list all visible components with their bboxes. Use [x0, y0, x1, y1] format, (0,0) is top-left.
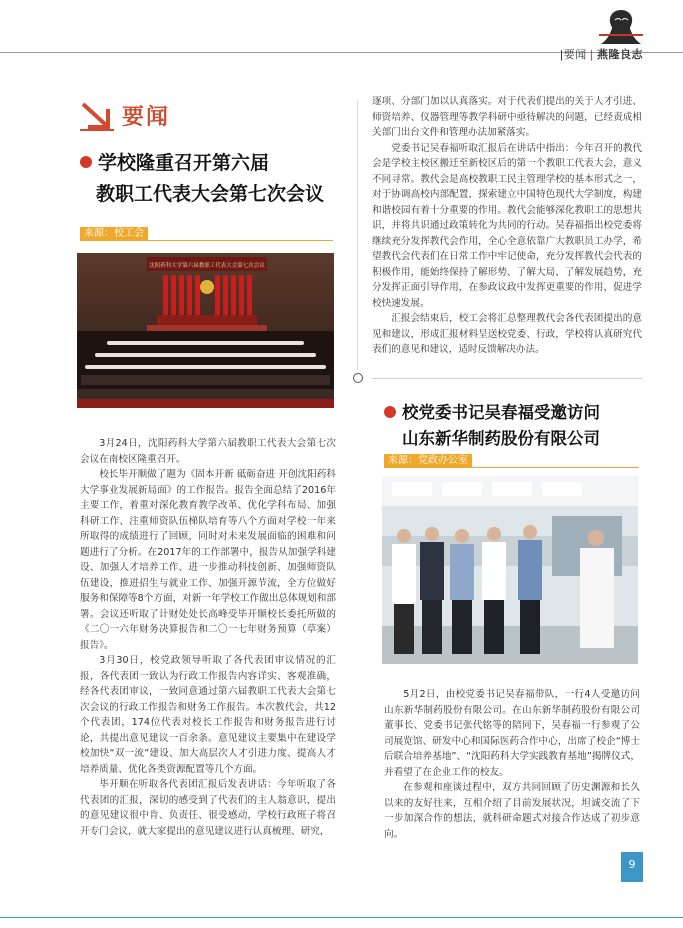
article1-paragraph: 校长毕开顺做了题为《固本开新 砥砺奋进 开创沈阳药科大学事业发展新局面》的工作报告。报告全面总结了2016年主要工作，着重对深化教育教学改革、优化学科布局、加强科研工作、注重师资队伍梯队培育等八个方面对学校一年来所取得的成绩进行了回顾，同时对未来发展面临的困难和问题进行了分析。在2017年的工作部署中，报告从加强学科建设、加强人才培养工作、进一步推动科技创新、加强师资队伍建设，推进招生与就业工作、加强开源节流，全方位做好服务和保障等8个方面，对新一年学校工作做出总体规划和部署。会议还听取了计财处处长高峰受毕开顺校长委托所做的《二〇一六年财务决算报告和二〇一七年财务预算（草案）报告》。	[80, 469, 336, 651]
header-brand: 燕隆良志	[597, 48, 643, 61]
article2-source-rule	[384, 467, 639, 468]
article1-body-left	[80, 436, 336, 839]
article1-title	[80, 148, 360, 210]
running-header	[560, 46, 643, 62]
column-rule	[357, 100, 358, 370]
article1-paragraph: 逐项、分部门加以认真落实。对于代表们提出的关于人才引进、师资培养、仪器管理等教学科研中亟待解决的问题，已经责成相关部门出台文件和管理办法加紧落实。	[372, 96, 642, 138]
header-separator: |	[559, 48, 564, 61]
article2-title	[384, 400, 644, 452]
photo-banner-text: 沈阳药科大学第六届教职工代表大会第七次会议	[149, 263, 265, 269]
article-divider	[372, 378, 642, 379]
meeting-hall-image	[77, 253, 334, 408]
article1-paragraph: 党委书记吴春福听取汇报后在讲话中指出：今年召开的教代会是学校主校区搬迁至新校区后的第一个教职工代表大会，意义不同寻常。教代会是高校教职工民主管理学校的基本形式之一，对于协调高校内部配置，探索建立中国特色现代大学制度，构建和谐校园有着十分重要的作用。教代会能够深化教职工的思想共识，并将共识通过政策转化为共同的行动。吴春福指出校党委将继续充分发挥教代会作用，全心全意依靠广大教职员工办学，希望教代会代表们在日常工作中牢记使命，充分发挥教代会代表的积极作用，能始终保持了解形势、了解大局、了解发展趋势，充分发挥正面引导作用，在参政议政中发挥更重要的作用，促进学校快速发展。	[372, 142, 642, 309]
article2-paragraph: 在参观和座谈过程中，双方共同回顾了历史渊源和长久以来的友好往来，互相介绍了目前发展状况，坦诚交流了下一步加深合作的想法，就科研命题式对接合作达成了初步意向。	[384, 782, 640, 840]
bullet-icon	[80, 156, 92, 168]
bullet-icon	[384, 406, 396, 418]
section-label: 要闻	[122, 105, 171, 130]
article1-paragraph: 3月30日，校党政领导听取了各代表团审议情况的汇报，各代表团一致认为行政工作报告内容详实、客观准确，经各代表团审议，一致同意通过第六届教职工代表大会第七次会议的行政工作报告和财务工作报告。本次教代会，共12个代表团，174位代表对校长工作报告和财务报告进行讨论，共提出意见建议一百余条。意见建议主要集中在建设学校加快“双一流”建设、加大高层次人才引进力度、提高人才培养质量、优化各类资源配置等几个方面。	[80, 655, 336, 775]
article1-source-badge: 来源：校工会	[80, 227, 148, 240]
article2-source-badge: 来源：党政办公室	[384, 454, 472, 467]
article1-paragraph: 毕开顺在听取各代表团汇报后发表讲话：今年听取了各代表团的汇报，深切的感受到了代表们的主人翁意识，提出的意见建议很中肯、负责任、很受感动，学校行政班子将召开专门会议，就大家提出的意见建议进行认真梳理、研究，	[80, 779, 336, 837]
article1-title-line1: 学校隆重召开第六届	[98, 152, 270, 174]
article2-photo	[382, 476, 638, 664]
separator-dot-icon	[353, 373, 363, 383]
article1-source-rule	[80, 240, 333, 241]
article1-paragraph: 汇报会结束后，校工会将汇总整理教代会各代表团提出的意见和建议，形成汇报材料呈送校党委、行政，学校将认真研究代表们的意见和建议，适时反馈解决办法。	[372, 313, 642, 355]
article2-paragraph: 5月2日，由校党委书记吴春福带队，一行4人受邀访问山东新华制药股份有限公司。在山东新华制药股份有限公司董事长、党委书记张代铭等的陪同下，吴春福一行参观了公司展览馆、研发中心和国际医药合作中心，出席了校企“博士后联合培养基地”、“沈阳药科大学实践教育基地”揭牌仪式，并看望了在企业工作的校友。	[384, 689, 640, 778]
header-section: 要闻	[563, 48, 587, 61]
article2-body	[384, 687, 640, 842]
brand-logo-icon	[591, 4, 651, 46]
section-heading	[80, 100, 170, 131]
article2-title-line1: 校党委书记吴春福受邀访问	[402, 403, 600, 422]
header-separator-2: |	[589, 48, 594, 61]
footer-rule	[0, 917, 683, 918]
article2-title-line2: 山东新华制药股份有限公司	[402, 429, 600, 448]
lab-visit-image	[382, 476, 638, 664]
arrow-down-right-icon	[80, 101, 114, 131]
article1-title-line2: 教职工代表大会第七次会议	[96, 183, 325, 205]
article1-photo	[77, 253, 334, 408]
article1-paragraph: 3月24日，沈阳药科大学第六届教职工代表大会第七次会议在南校区隆重召开。	[80, 438, 336, 465]
page-number: 9	[621, 852, 643, 882]
article1-body-right	[372, 94, 642, 358]
